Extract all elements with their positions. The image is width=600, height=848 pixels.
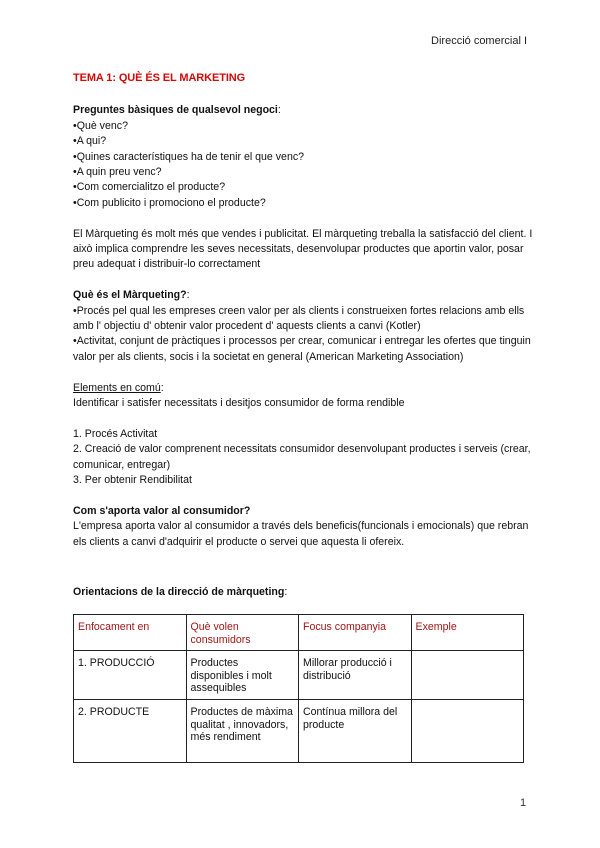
spacer [73, 489, 533, 504]
section-heading [73, 103, 533, 118]
list-item: • Què venc? [73, 119, 533, 134]
list-item: • A qui? [73, 134, 533, 149]
list-item: 3. Per obtenir Rendibilitat [73, 474, 192, 487]
heading-text: Què és el Màrqueting? [73, 289, 187, 302]
list-item: 2. Creació de valor comprenent necessitats consumidor desenvolupant productes i serveis (crear, comunicar, entregar) [73, 443, 531, 471]
heading-text: Elements en comú [73, 381, 161, 394]
section-heading [73, 381, 533, 396]
heading-text: Preguntes bàsiques de qualsevol negoci [73, 104, 278, 117]
table-cell: Millorar producció i distribució [299, 651, 412, 700]
intro-paragraph: El Màrqueting és molt més que vendes i publicitat. El màrqueting treballa la satisfacció del client. I això implica comprendre les seves necessitats, desenvolupar productes que aportin valor, posar preu adequat i distribuir-lo correctament [73, 227, 533, 271]
table-row [74, 651, 524, 700]
column-header: Exemple [411, 615, 524, 651]
list-item: 1. Procés Activitat [73, 427, 158, 440]
list-item: • Com comercialitzo el producte? [73, 180, 533, 195]
definition-list [73, 304, 533, 366]
table-cell: Productes disponibles i molt assequibles [186, 651, 299, 700]
summary-text: Identificar i satisfer necessitats i desitjos consumidor de forma rendible [73, 397, 405, 410]
table-cell: Contínua millora del producte [299, 700, 412, 763]
table-cell [411, 651, 524, 700]
running-header: Direcció comercial I [431, 35, 527, 47]
page-number: 1 [520, 797, 527, 809]
heading-colon: : [186, 289, 190, 302]
table-cell: Productes de màxima qualitat , innovadors, més rendiment [186, 700, 299, 763]
value-delivery-section [73, 504, 533, 550]
what-is-marketing-section [73, 288, 533, 365]
list-item: • A quin preu venc? [73, 165, 533, 180]
section-heading: Com s'aporta valor al consumidor? [73, 504, 251, 517]
column-header: Enfocament en [74, 615, 187, 651]
spacer [73, 211, 533, 226]
list-item: • Activitat, conjunt de pràctiques i processos per crear, comunicar i entregar les ofertes que tinguin valor per als clients, socis i la societat en general (American Marketing Association) [73, 334, 533, 365]
basic-questions-section [73, 103, 533, 211]
column-header: Focus companyia [299, 615, 412, 651]
table-cell: 1. PRODUCCIÓ [74, 651, 187, 700]
body-text: L'empresa aporta valor al consumidor a través dels beneficis(funcionals i emocionals) que rebran els clients a canvi d'adquirir el producte o servei que aquesta li ofereix. [73, 520, 529, 548]
caption-colon: : [284, 586, 288, 598]
list-item: • Com publicito i promociono el producte? [73, 196, 533, 211]
spacer [73, 365, 533, 380]
list-item: • Procés pel qual les empreses creen valor per als clients i construeixen fortes relacions amb ells amb l' objectiu d' obtenir valor procedent d' aquests clients a canvi (Kotler) [73, 304, 533, 335]
heading-colon: : [160, 381, 164, 394]
question-list [73, 119, 533, 211]
section-heading [73, 288, 533, 303]
table-cell: 2. PRODUCTE [74, 700, 187, 763]
table-row [74, 700, 524, 763]
table-cell [411, 700, 524, 763]
table-caption [73, 586, 287, 598]
document-title: TEMA 1: QUÈ ÉS EL MARKETING [73, 72, 246, 84]
list-item: • Quines característiques ha de tenir el que venc? [73, 150, 533, 165]
document-body [73, 71, 533, 550]
table-header-row [74, 615, 524, 651]
orientations-table [73, 614, 524, 763]
heading-colon: : [277, 104, 281, 117]
column-header: Què volen consumidors [186, 615, 299, 651]
spacer [73, 411, 533, 426]
spacer [73, 273, 533, 288]
common-elements-section [73, 381, 533, 489]
caption-text: Orientacions de la direcció de màrqueting [73, 586, 285, 598]
